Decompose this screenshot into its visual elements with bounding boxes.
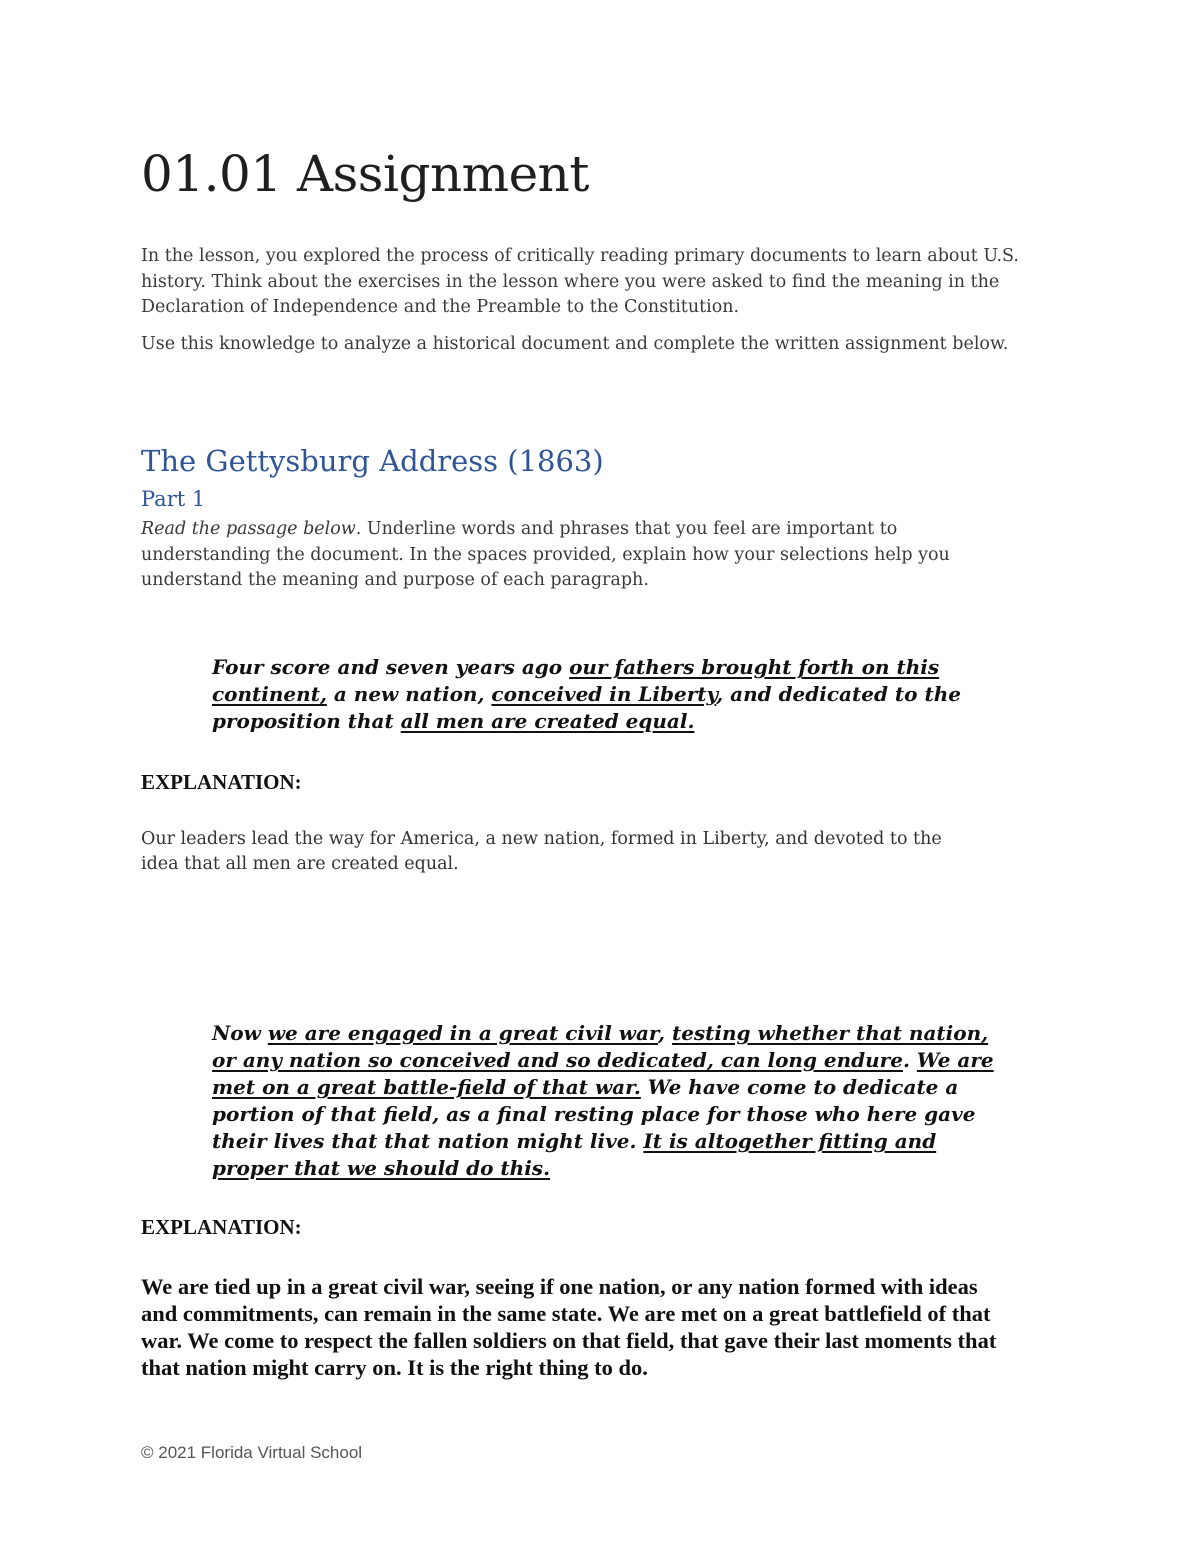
page-title: 01.01 Assignment xyxy=(141,145,589,203)
passage-text: a new nation, xyxy=(326,682,492,706)
passage-text: , and dedicated to the proposition that xyxy=(212,682,961,733)
passage-1 xyxy=(212,654,1002,735)
passage-text: . xyxy=(902,1048,917,1072)
explanation-label-1: EXPLANATION: xyxy=(141,770,302,794)
underlined-phrase: our fathers brought forth on this continent, xyxy=(212,655,940,706)
copyright-footer: © 2021 Florida Virtual School xyxy=(141,1443,363,1462)
instructions-italic: Read the passage below xyxy=(141,519,356,539)
section-heading: The Gettysburg Address (1863) xyxy=(141,444,604,478)
underlined-phrase: It is altogether fitting and proper that we should do this. xyxy=(212,1129,937,1180)
underlined-phrase: We are met on a great battle-field of that war. xyxy=(212,1048,994,1099)
passage-text: , xyxy=(658,1021,672,1045)
underlined-phrase: conceived in Liberty xyxy=(491,682,717,706)
underlined-phrase: testing whether that nation, or any nation so conceived and so dedicated, can long endure xyxy=(212,1021,989,1072)
instructions xyxy=(141,517,1021,594)
underlined-phrase: we are engaged in a great civil war xyxy=(267,1021,659,1045)
passage-text: We have come to dedicate a portion of that field, as a final resting place for those who here gave their lives that that nation might live. xyxy=(212,1075,976,1153)
intro-paragraph-2: Use this knowledge to analyze a historical document and complete the written assignment below. xyxy=(141,334,1009,354)
explanation-label-2: EXPLANATION: xyxy=(141,1215,302,1239)
intro-paragraph-1: In the lesson, you explored the process of critically reading primary documents to learn about U.S. history. Think about the exercises in the lesson where you were asked to find the meaning in the Declaration of Independence and the Preamble to the Constitution. xyxy=(141,246,1019,317)
explanation-answer-2: We are tied up in a great civil war, seeing if one nation, or any nation formed with ideas and commitments, can remain in the same state. We are met on a great battlefield of that war. We come to respect the fallen soldiers on that field, that gave their last moments that that nation might carry on. It is the right thing to do. xyxy=(141,1274,997,1380)
passage-text: Now xyxy=(212,1021,268,1045)
passage-text: Four score and seven years ago xyxy=(212,655,570,679)
underlined-phrase: all men are created equal. xyxy=(400,709,695,733)
part-heading: Part 1 xyxy=(141,487,206,511)
passage-2 xyxy=(212,1020,1002,1182)
explanation-answer-1: Our leaders lead the way for America, a new nation, formed in Liberty, and devoted to the idea that all men are created equal. xyxy=(141,829,942,874)
instructions-text: . Underline words and phrases that you feel are important to understanding the document. In the spaces provided, explain how your selections help you understand the meaning and purpose of each paragraph. xyxy=(141,519,950,590)
